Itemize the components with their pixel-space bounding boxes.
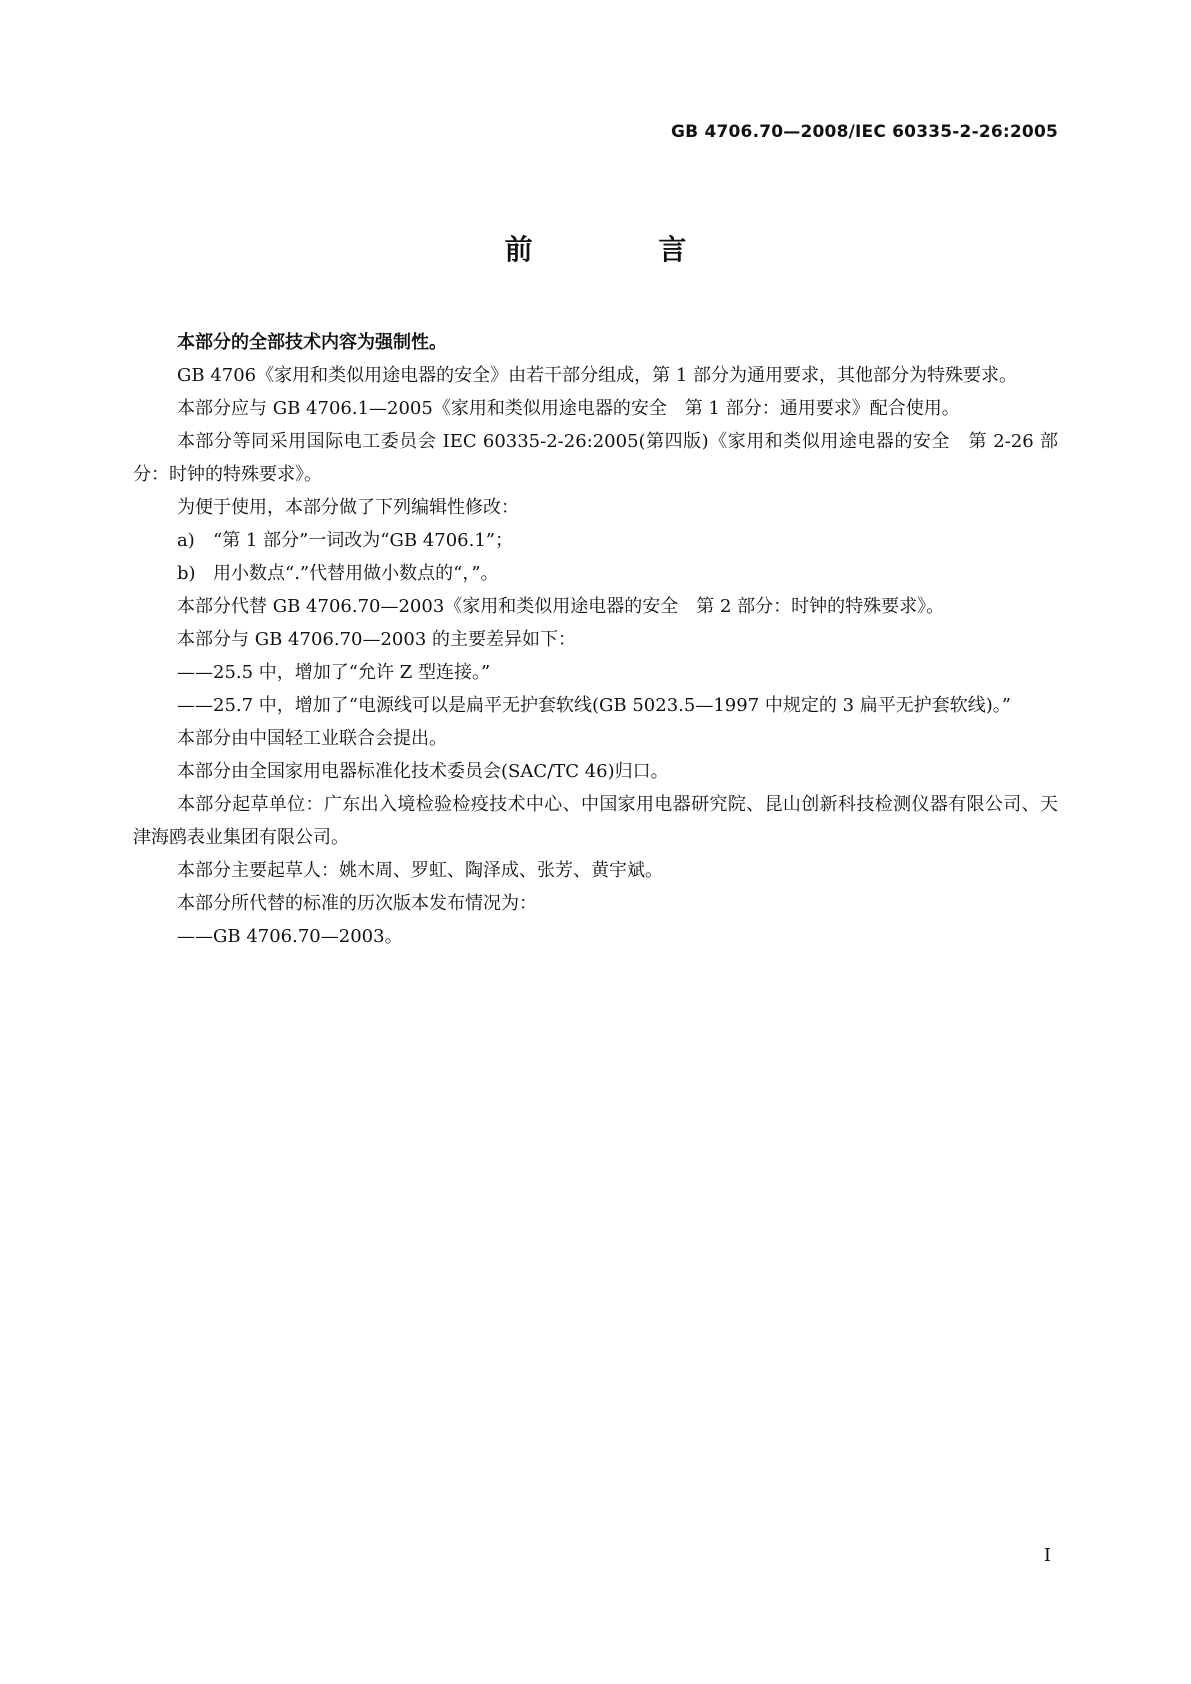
previous-version-item: ——GB 4706.70—2003。 [177, 926, 403, 947]
paragraph-drafting-units: 本部分起草单位：广东出入境检验检疫技术中心、中国家用电器研究院、昆山创新科技检测仪器有限公司、天津海鸥表业集团有限公司。 [133, 794, 1058, 848]
paragraph-edits-intro: 为便于使用，本部分做了下列编辑性修改： [177, 497, 519, 518]
edit-item [133, 524, 1058, 557]
paragraph-drafters: 本部分主要起草人：姚木周、罗虹、陶泽成、张芳、黄宇斌。 [177, 860, 663, 881]
edit-item-text: 用小数点“.”代替用做小数点的“，”。 [213, 563, 499, 584]
difference-item: ——25.5 中，增加了“允许 Z 型连接。” [177, 662, 491, 683]
standard-number-header: GB 4706.70—2008/IEC 60335-2-26:2005 [671, 122, 1058, 142]
difference-item: ——25.7 中，增加了“电源线可以是扁平无护套软线(GB 5023.5—1997 中规定的 3 扁平无护套软线)。” [177, 695, 1011, 716]
edit-item-marker: b) [177, 563, 196, 584]
paragraph-equivalence: 本部分等同采用国际电工委员会 IEC 60335-2-26:2005(第四版)《家用和类似用途电器的安全 第 2-26 部分：时钟的特殊要求》。 [133, 431, 1058, 485]
edit-item-marker: a) [177, 530, 195, 551]
page-number: I [1043, 1545, 1051, 1566]
paragraph-history-intro: 本部分所代替的标准的历次版本发布情况为： [177, 893, 537, 914]
paragraph-committee: 本部分由全国家用电器标准化技术委员会(SAC/TC 46)归口。 [177, 761, 669, 782]
paragraph-usage: 本部分应与 GB 4706.1—2005《家用和类似用途电器的安全 第 1 部分：通用要求》配合使用。 [177, 398, 960, 419]
paragraph-replaces: 本部分代替 GB 4706.70—2003《家用和类似用途电器的安全 第 2 部分：时钟的特殊要求》。 [177, 596, 945, 617]
paragraph-differences-intro: 本部分与 GB 4706.70—2003 的主要差异如下： [177, 629, 577, 650]
paragraph-proposer: 本部分由中国轻工业联合会提出。 [177, 728, 447, 749]
mandatory-statement: 本部分的全部技术内容为强制性。 [177, 332, 447, 353]
page-title: 前 言 [504, 233, 745, 266]
foreword-body [133, 326, 1058, 953]
paragraph-structure: GB 4706《家用和类似用途电器的安全》由若干部分组成，第 1 部分为通用要求，其他部分为特殊要求。 [177, 365, 1018, 386]
edit-item [133, 557, 1058, 590]
edit-item-text: “第 1 部分”一词改为“GB 4706.1”； [213, 530, 514, 551]
